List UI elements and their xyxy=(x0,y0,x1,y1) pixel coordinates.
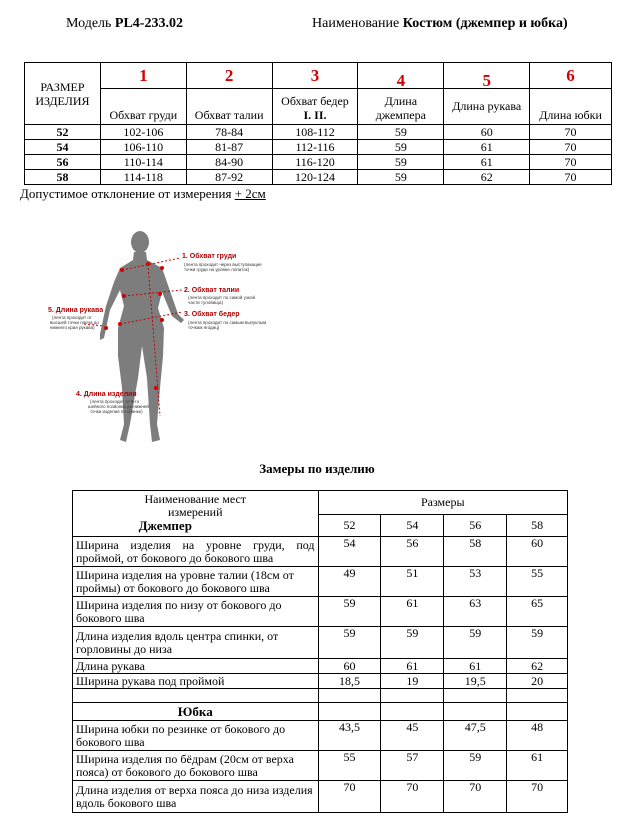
value-cell: 19 xyxy=(381,674,444,689)
value-cell: 49 xyxy=(318,567,381,597)
label-waist-note: (лента проходит по самой узкой xyxy=(188,295,255,300)
size-col-header: 56 xyxy=(444,515,507,537)
value-cell: 87-92 xyxy=(186,170,272,185)
column-header-skirt-length: Длина юбки xyxy=(530,89,612,125)
hips-label: Обхват бедер xyxy=(281,94,349,108)
value-cell: 53 xyxy=(444,567,507,597)
value-cell: 59 xyxy=(358,170,444,185)
value-cell: 18,5 xyxy=(318,674,381,689)
table-row xyxy=(25,170,612,185)
value-cell: 59 xyxy=(381,627,444,659)
name-line xyxy=(312,16,568,32)
value-cell: 55 xyxy=(318,751,381,781)
size-cell: 52 xyxy=(25,125,101,140)
label-length-note: точки изделия по спинке) xyxy=(90,409,143,414)
value-cell: 70 xyxy=(530,125,612,140)
label-sleeve-note: нижнего края рукава) xyxy=(50,325,95,330)
value-cell: 62 xyxy=(507,659,568,674)
column-header-sleeve-length: Длина рукава xyxy=(444,89,530,125)
label-sleeve-title: 5. Длина рукава xyxy=(48,307,104,314)
value-cell: 59 xyxy=(444,751,507,781)
document-header xyxy=(0,16,634,36)
model-line xyxy=(66,16,183,32)
value-cell: 59 xyxy=(507,627,568,659)
tolerance-text: Допустимое отклонение от измерения xyxy=(20,186,235,201)
value-cell: 102-106 xyxy=(100,125,186,140)
size-col-header: 54 xyxy=(381,515,444,537)
sizes-header: Размеры xyxy=(318,491,567,515)
value-cell: 110-114 xyxy=(100,155,186,170)
value-cell: 59 xyxy=(358,155,444,170)
value-cell: 19,5 xyxy=(444,674,507,689)
value-cell: 60 xyxy=(318,659,381,674)
label-chest-note: (лента проходит через выступающие xyxy=(184,262,262,267)
value-cell: 63 xyxy=(444,597,507,627)
value-cell: 61 xyxy=(381,659,444,674)
label-hips-note: (лента проходит по самым выпуклым xyxy=(188,320,267,325)
value-cell: 56 xyxy=(381,537,444,567)
value-cell: 61 xyxy=(444,140,530,155)
value-cell: 106-110 xyxy=(100,140,186,155)
value-cell: 59 xyxy=(318,597,381,627)
jumper-title: Джемпер xyxy=(138,518,192,533)
label-length-note: (лента проходит от 6-го xyxy=(90,399,140,404)
column-number: 4 xyxy=(358,63,444,89)
table-row xyxy=(73,627,568,659)
column-header-chest: Обхват груди xyxy=(100,89,186,125)
tolerance-note xyxy=(20,186,266,202)
label-hips-title: 3. Обхват бедер xyxy=(184,311,240,318)
value-cell: 70 xyxy=(318,781,381,813)
table-row xyxy=(73,781,568,813)
table-row xyxy=(73,597,568,627)
row-label: Ширина изделия по бёдрам (20см от верха пояса) от бокового до бокового шва xyxy=(73,751,319,781)
value-cell: 61 xyxy=(381,597,444,627)
value-cell: 54 xyxy=(318,537,381,567)
value-cell: 51 xyxy=(381,567,444,597)
column-header-waist: Обхват талии xyxy=(186,89,272,125)
column-number: 3 xyxy=(272,63,358,89)
table-row xyxy=(25,140,612,155)
row-label: Ширина рукава под проймой xyxy=(73,674,319,689)
value-cell: 57 xyxy=(381,751,444,781)
label-waist-title: 2. Обхват талии xyxy=(184,287,240,294)
garment-measurements-table xyxy=(72,490,568,813)
table-row xyxy=(73,537,568,567)
value-cell: 61 xyxy=(507,751,568,781)
value-cell: 43,5 xyxy=(318,721,381,751)
column-number: 6 xyxy=(530,63,612,89)
hips-suffix: I. II. xyxy=(303,108,327,122)
column-header-hips xyxy=(272,89,358,125)
row-label: Длина изделия вдоль центра спинки, от горловины до низа xyxy=(73,627,319,659)
value-cell: 45 xyxy=(381,721,444,751)
table-row xyxy=(73,751,568,781)
model-value: PL4-233.02 xyxy=(114,16,183,31)
label-hips-note: точкам ягодиц) xyxy=(188,325,220,330)
size-cell: 58 xyxy=(25,170,101,185)
value-cell: 58 xyxy=(444,537,507,567)
value-cell: 59 xyxy=(358,140,444,155)
size-header: РАЗМЕР ИЗДЕЛИЯ xyxy=(25,63,101,125)
value-cell: 47,5 xyxy=(444,721,507,751)
table-row xyxy=(73,659,568,674)
table-row xyxy=(25,125,612,140)
table-row xyxy=(73,721,568,751)
value-cell: 78-84 xyxy=(186,125,272,140)
table-row xyxy=(25,155,612,170)
row-label: Ширина юбки по резинке от бокового до бокового шва xyxy=(73,721,319,751)
size-chart-table xyxy=(24,62,612,185)
name-label: Наименование xyxy=(312,16,403,31)
size-cell: 54 xyxy=(25,140,101,155)
value-cell: 62 xyxy=(444,170,530,185)
value-cell: 70 xyxy=(530,170,612,185)
value-cell: 70 xyxy=(444,781,507,813)
name-value: Костюм (джемпер и юбка) xyxy=(402,16,568,31)
value-cell: 59 xyxy=(444,627,507,659)
value-cell: 59 xyxy=(318,627,381,659)
label-length-title: 4. Длина изделия xyxy=(76,391,137,398)
label-length-note: шейного позвонка до нижней xyxy=(88,404,149,409)
label-sleeve-note: (лента проходит от xyxy=(52,315,92,320)
column-header-jumper-length: Длина джемпера xyxy=(358,89,444,125)
value-cell: 60 xyxy=(507,537,568,567)
value-cell: 116-120 xyxy=(272,155,358,170)
row-label: Длина рукава xyxy=(73,659,319,674)
value-cell: 55 xyxy=(507,567,568,597)
value-cell: 70 xyxy=(507,781,568,813)
value-cell: 60 xyxy=(444,125,530,140)
size-col-header: 58 xyxy=(507,515,568,537)
column-number: 5 xyxy=(444,63,530,89)
value-cell: 61 xyxy=(444,659,507,674)
tolerance-value: + 2см xyxy=(234,186,266,201)
value-cell: 61 xyxy=(444,155,530,170)
label-chest-title: 1. Обхват груди xyxy=(182,253,237,260)
value-cell: 120-124 xyxy=(272,170,358,185)
skirt-title: Юбка xyxy=(73,703,319,721)
name-header-text: Наименование мест измерений xyxy=(144,492,247,519)
value-cell: 108-112 xyxy=(272,125,358,140)
row-label: Ширина изделия на уровне груди, под проймой, от бокового до бокового шва xyxy=(73,537,319,567)
column-number: 2 xyxy=(186,63,272,89)
value-cell: 112-116 xyxy=(272,140,358,155)
table-row xyxy=(73,674,568,689)
value-cell: 81-87 xyxy=(186,140,272,155)
size-col-header: 52 xyxy=(318,515,381,537)
value-cell: 84-90 xyxy=(186,155,272,170)
skirt-section-row xyxy=(73,703,568,721)
model-label: Модель xyxy=(66,16,115,31)
value-cell: 65 xyxy=(507,597,568,627)
label-sleeve-note: высшей точки плеча до xyxy=(50,320,99,325)
table-row xyxy=(73,567,568,597)
size-cell: 56 xyxy=(25,155,101,170)
value-cell: 70 xyxy=(530,140,612,155)
spacer-row xyxy=(73,689,568,703)
value-cell: 48 xyxy=(507,721,568,751)
label-chest-note: точки груди на уровне лопаток) xyxy=(184,267,250,272)
value-cell: 20 xyxy=(507,674,568,689)
row-label: Длина изделия от верха пояса до низа изделия вдоль бокового шва xyxy=(73,781,319,813)
row-label: Ширина изделия по низу от бокового до бокового шва xyxy=(73,597,319,627)
value-cell: 114-118 xyxy=(100,170,186,185)
measurements-title: Замеры по изделию xyxy=(259,461,375,476)
label-waist-note: части туловища) xyxy=(188,300,223,305)
value-cell: 70 xyxy=(381,781,444,813)
row-label: Ширина изделия на уровне талии (18см от проймы) от бокового до бокового шва xyxy=(73,567,319,597)
column-number: 1 xyxy=(100,63,186,89)
name-header xyxy=(73,491,319,537)
body-measurement-figure xyxy=(44,228,284,456)
value-cell: 70 xyxy=(530,155,612,170)
value-cell: 59 xyxy=(358,125,444,140)
